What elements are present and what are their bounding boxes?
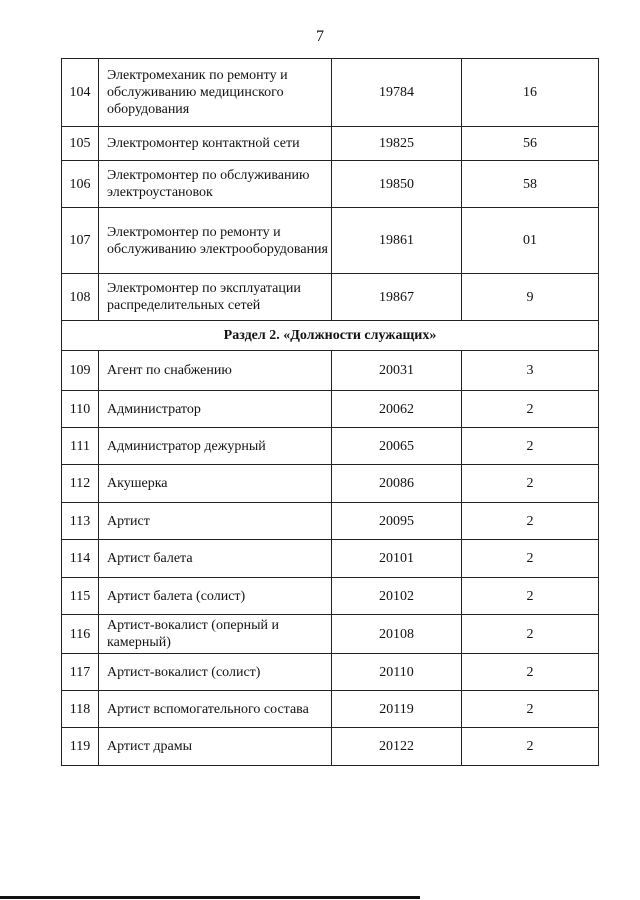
row-number: 112 — [62, 465, 99, 503]
row-value: 2 — [462, 428, 599, 465]
profession-title: Электромонтер контактной сети — [99, 127, 332, 161]
profession-code: 20108 — [332, 615, 462, 654]
profession-code: 19784 — [332, 59, 462, 127]
row-value: 3 — [462, 351, 599, 391]
profession-code: 20065 — [332, 428, 462, 465]
row-number: 106 — [62, 161, 99, 208]
table-row — [62, 351, 599, 391]
row-number: 107 — [62, 208, 99, 274]
professions-table — [61, 58, 599, 766]
row-value: 2 — [462, 391, 599, 428]
profession-title: Артист вспомогательного состава — [99, 691, 332, 728]
profession-title: Электромеханик по ремонту и обслуживанию медицинского оборудования — [99, 59, 332, 127]
section-title: Раздел 2. «Должности служащих» — [62, 321, 599, 351]
table-row — [62, 728, 599, 766]
section-row — [62, 321, 599, 351]
row-number: 116 — [62, 615, 99, 654]
row-value: 01 — [462, 208, 599, 274]
table-row — [62, 654, 599, 691]
table-row — [62, 691, 599, 728]
profession-code: 20086 — [332, 465, 462, 503]
row-value: 9 — [462, 274, 599, 321]
row-value: 56 — [462, 127, 599, 161]
row-number: 117 — [62, 654, 99, 691]
profession-title: Артист — [99, 503, 332, 540]
row-value: 2 — [462, 691, 599, 728]
profession-code: 20062 — [332, 391, 462, 428]
profession-title: Артист балета (солист) — [99, 578, 332, 615]
row-value: 2 — [462, 615, 599, 654]
row-value: 2 — [462, 728, 599, 766]
table-row — [62, 127, 599, 161]
profession-title: Администратор — [99, 391, 332, 428]
table-row — [62, 428, 599, 465]
row-value: 58 — [462, 161, 599, 208]
row-number: 104 — [62, 59, 99, 127]
row-number: 111 — [62, 428, 99, 465]
table-row — [62, 578, 599, 615]
page-number: 7 — [316, 28, 324, 45]
table-row — [62, 161, 599, 208]
scan-edge-line — [0, 896, 420, 899]
row-value: 2 — [462, 465, 599, 503]
profession-code: 20119 — [332, 691, 462, 728]
row-number: 119 — [62, 728, 99, 766]
row-value: 2 — [462, 540, 599, 578]
row-number: 114 — [62, 540, 99, 578]
table-row — [62, 615, 599, 654]
profession-title: Агент по снабжению — [99, 351, 332, 391]
profession-title: Электромонтер по обслуживанию электроустановок — [99, 161, 332, 208]
row-number: 110 — [62, 391, 99, 428]
table-row — [62, 465, 599, 503]
profession-code: 20122 — [332, 728, 462, 766]
profession-code: 20095 — [332, 503, 462, 540]
row-number: 109 — [62, 351, 99, 391]
profession-title: Акушерка — [99, 465, 332, 503]
profession-title: Электромонтер по ремонту и обслуживанию электрооборудования — [99, 208, 332, 274]
row-number: 113 — [62, 503, 99, 540]
row-value: 2 — [462, 503, 599, 540]
profession-code: 20101 — [332, 540, 462, 578]
profession-title: Администратор дежурный — [99, 428, 332, 465]
profession-code: 19850 — [332, 161, 462, 208]
row-number: 108 — [62, 274, 99, 321]
profession-title: Электромонтер по эксплуатации распределительных сетей — [99, 274, 332, 321]
profession-title: Артист-вокалист (солист) — [99, 654, 332, 691]
table-row — [62, 391, 599, 428]
row-value: 2 — [462, 578, 599, 615]
profession-title: Артист-вокалист (оперный и камерный) — [99, 615, 332, 654]
profession-code: 20110 — [332, 654, 462, 691]
table-row — [62, 274, 599, 321]
profession-title: Артист балета — [99, 540, 332, 578]
table-row — [62, 208, 599, 274]
row-number: 105 — [62, 127, 99, 161]
row-number: 118 — [62, 691, 99, 728]
profession-code: 19825 — [332, 127, 462, 161]
table-row — [62, 59, 599, 127]
table-row — [62, 540, 599, 578]
row-value: 2 — [462, 654, 599, 691]
profession-code: 20031 — [332, 351, 462, 391]
row-value: 16 — [462, 59, 599, 127]
row-number: 115 — [62, 578, 99, 615]
profession-code: 19867 — [332, 274, 462, 321]
profession-title: Артист драмы — [99, 728, 332, 766]
table-row — [62, 503, 599, 540]
profession-code: 19861 — [332, 208, 462, 274]
profession-code: 20102 — [332, 578, 462, 615]
